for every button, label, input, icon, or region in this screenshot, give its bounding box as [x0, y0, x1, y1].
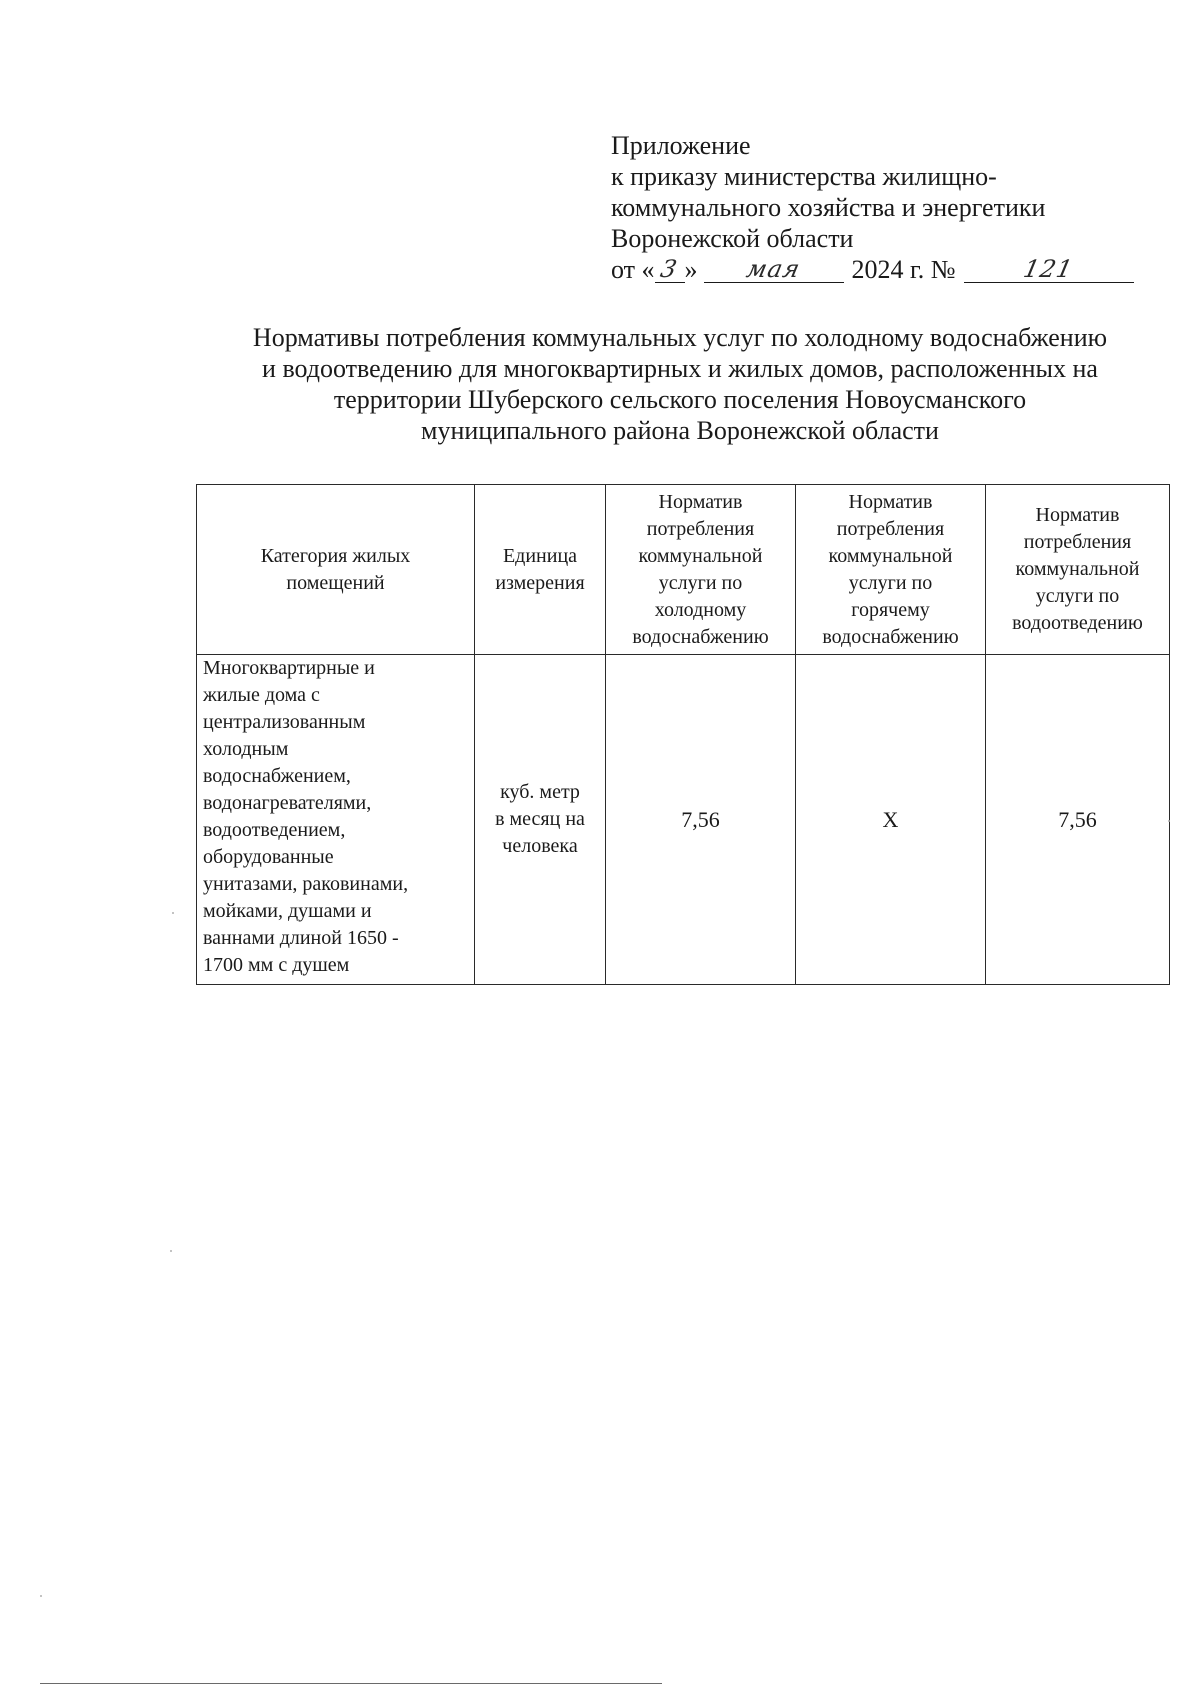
header-hot-water: Норматив потребления коммунальной услуги по горячему водоснабжению: [796, 485, 986, 655]
date-year-label: 2024 г. №: [851, 255, 956, 284]
title-line: Нормативы потребления коммунальных услуг по холодному водоснабжению: [252, 323, 1108, 352]
handwritten-month: мая: [704, 256, 844, 283]
cell-cold-water-value: 7,56: [606, 655, 796, 985]
annex-date-line: [611, 254, 1171, 285]
scan-speck: [40, 1595, 42, 1597]
scan-speck: [172, 912, 174, 914]
annex-title: Приложение: [611, 131, 751, 160]
header-unit: Единица измерения: [475, 485, 606, 655]
date-quote-close: »: [684, 255, 698, 284]
handwritten-doc-number: 121: [964, 256, 1134, 283]
scan-speck: [1168, 820, 1170, 822]
handwritten-day: 3: [655, 256, 685, 283]
header-category: Категория жилых помещений: [197, 485, 475, 655]
annex-order-line: к приказу министерства жилищно-: [611, 162, 997, 191]
title-line: муниципального района Воронежской области: [421, 416, 939, 445]
cell-hot-water-value: Х: [796, 655, 986, 985]
cell-unit: куб. метр в месяц на человека: [475, 655, 606, 985]
date-prefix: от «: [611, 255, 655, 284]
header-cold-water: Норматив потребления коммунальной услуги по холодному водоснабжению: [606, 485, 796, 655]
norms-table: [196, 484, 1170, 985]
annex-header: [611, 130, 1171, 285]
cell-drainage-value: 7,56: [986, 655, 1170, 985]
table-header-row: [197, 485, 1170, 655]
title-line: и водоотведению для многоквартирных и жилых домов, расположенных на: [262, 354, 1098, 383]
table-row: [197, 655, 1170, 985]
scan-edge-line: [40, 1683, 662, 1684]
scan-speck: [170, 1250, 172, 1252]
header-drainage: Норматив потребления коммунальной услуги по водоотведению: [986, 485, 1170, 655]
annex-region-line: Воронежской области: [611, 224, 854, 253]
annex-ministry-line: коммунального хозяйства и энергетики: [611, 193, 1046, 222]
title-line: территории Шуберского сельского поселения Новоусманского: [333, 385, 1027, 414]
cell-category: Многоквартирные и жилые дома с централизованным холодным водоснабжением, водонагревателями, водоотведением, оборудованные унитазами, раковинами, мойками, душами и ваннами длиной 1650 - 1700 мм с душем: [197, 655, 475, 985]
document-title: [190, 322, 1170, 446]
